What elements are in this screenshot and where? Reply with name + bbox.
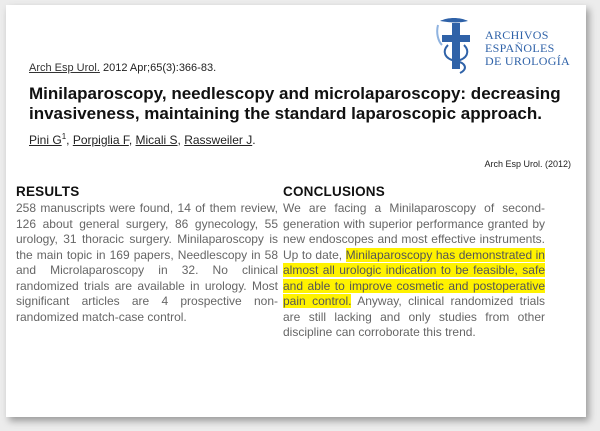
conclusions-heading: CONCLUSIONS: [283, 184, 385, 199]
paper-title: Minilaparoscopy, needlescopy and microlaparoscopy: decreasing invasiveness, maintaining the standard laparoscopic approach.: [29, 84, 561, 123]
results-section: [16, 184, 278, 325]
journal-logo: [430, 15, 580, 75]
results-heading: RESULTS: [16, 184, 80, 199]
results-text: 258 manuscripts were found, 14 of them review, 126 about general surgery, 86 gynecology, 55 urology, 31 thoracic surgery. Minilaparoscopy is the main topic in 169 papers, Needlescopy in 58 and Microlaparoscopy in 32. No clinical randomized trials are available in urology. Most significant articles are 4 prospective non-randomized match-case control.: [16, 201, 278, 324]
author-link[interactable]: Rassweiler J: [184, 133, 253, 147]
logo-line-3: DE UROLOGÍA: [485, 54, 570, 68]
citation: [29, 62, 216, 74]
journal-link[interactable]: Arch Esp Urol.: [29, 62, 100, 74]
logo-line-2: ESPAÑOLES: [485, 41, 555, 55]
highlighted-text: Minilaparoscopy has demonstrated in almost all urologic indication to be feasible, safe and able to improve cosmetic and postoperative pain control.: [283, 247, 545, 308]
abstract-card: [6, 5, 586, 417]
author-list: Pini $G^1$, Porpiglia F, Micali S, Rassweiler J.: [29, 132, 256, 147]
conclusions-text-after: Anyway, clinical randomized trials are still lacking and only studies from other discipline can corroborate this trend.: [283, 294, 546, 339]
author-link[interactable]: Pini G: [29, 133, 62, 147]
conclusions-section: [283, 184, 545, 341]
journal-logo-text: [485, 29, 570, 68]
caduceus-cross-icon: [430, 15, 484, 75]
conclusions-text-before: We are facing a Minilaparoscopy of second-generation with superior performance granted by new endoscopes and most effective instruments. Up to date,: [283, 201, 545, 262]
citation-details: 2012 Apr;65(3):366-83.: [102, 62, 217, 74]
author-link[interactable]: Micali S: [135, 133, 178, 147]
logo-line-1: ARCHIVOS: [485, 28, 549, 42]
author-link[interactable]: Porpiglia F: [72, 133, 129, 147]
source-reference: Arch Esp Urol. (2012): [484, 159, 571, 169]
affiliation-sup: 1: [61, 132, 67, 141]
conclusions-text: [283, 201, 545, 341]
